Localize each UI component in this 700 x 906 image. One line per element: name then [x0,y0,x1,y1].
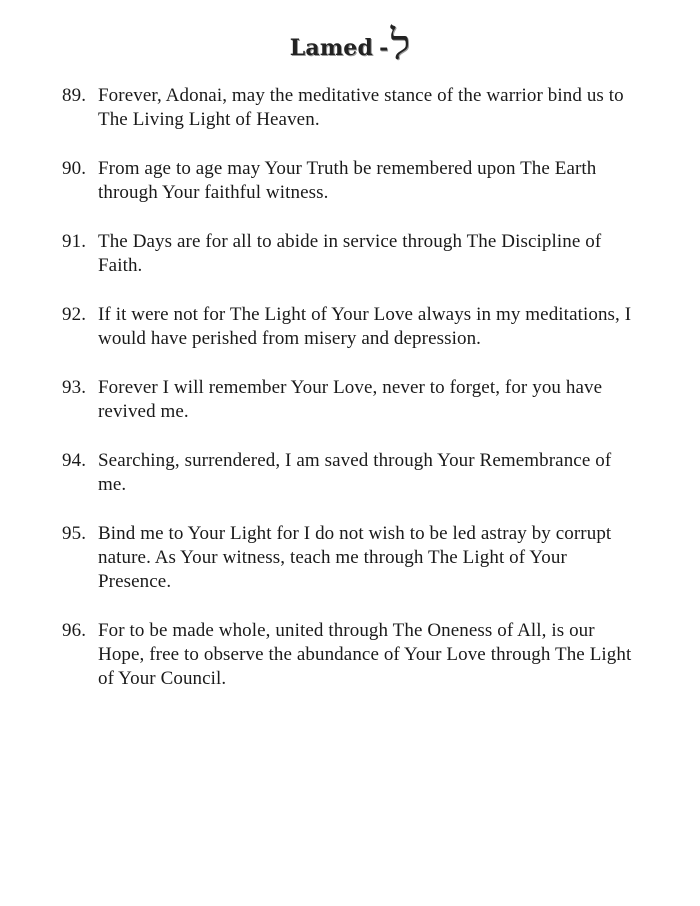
verse-text: If it were not for The Light of Your Love always in my meditations, I would have perished from misery and depression. [98,304,632,349]
verse-text: For to be made whole, united through The Oneness of All, is our Hope, free to observe the abundance of Your Love through The Light of Your Council. [98,620,632,689]
title-separator: - [379,35,389,61]
verse-number: 93. [62,377,87,398]
verse-item [62,376,642,424]
verse-text: From age to age may Your Truth be remembered upon The Earth through Your faithful witness. [98,158,597,203]
verse-number: 92. [62,304,87,325]
verse-item [62,619,642,691]
verse-number: 95. [62,523,87,544]
verse-item [62,303,642,351]
verse-text: Searching, surrendered, I am saved through Your Remembrance of me. [98,450,612,495]
verse-list [62,84,642,716]
page-title [0,20,700,70]
hebrew-letter-lamed: ל [390,20,411,69]
verse-item [62,230,642,278]
verse-text: Bind me to Your Light for I do not wish to be led astray by corrupt nature. As Your witness, teach me through The Light of Your Presence. [98,523,612,592]
verse-text: Forever I will remember Your Love, never to forget, for you have revived me. [98,377,603,422]
title-text: Lamed [289,35,374,61]
verse-number: 91. [62,231,87,252]
verse-number: 89. [62,85,87,106]
verse-item [62,157,642,205]
verse-number: 96. [62,620,87,641]
verse-text: The Days are for all to abide in service through The Discipline of Faith. [98,231,602,276]
verse-item [62,522,642,594]
verse-number: 90. [62,158,87,179]
verse-text: Forever, Adonai, may the meditative stance of the warrior bind us to The Living Light of Heaven. [98,85,624,130]
verse-item [62,84,642,132]
verse-number: 94. [62,450,87,471]
verse-item [62,449,642,497]
